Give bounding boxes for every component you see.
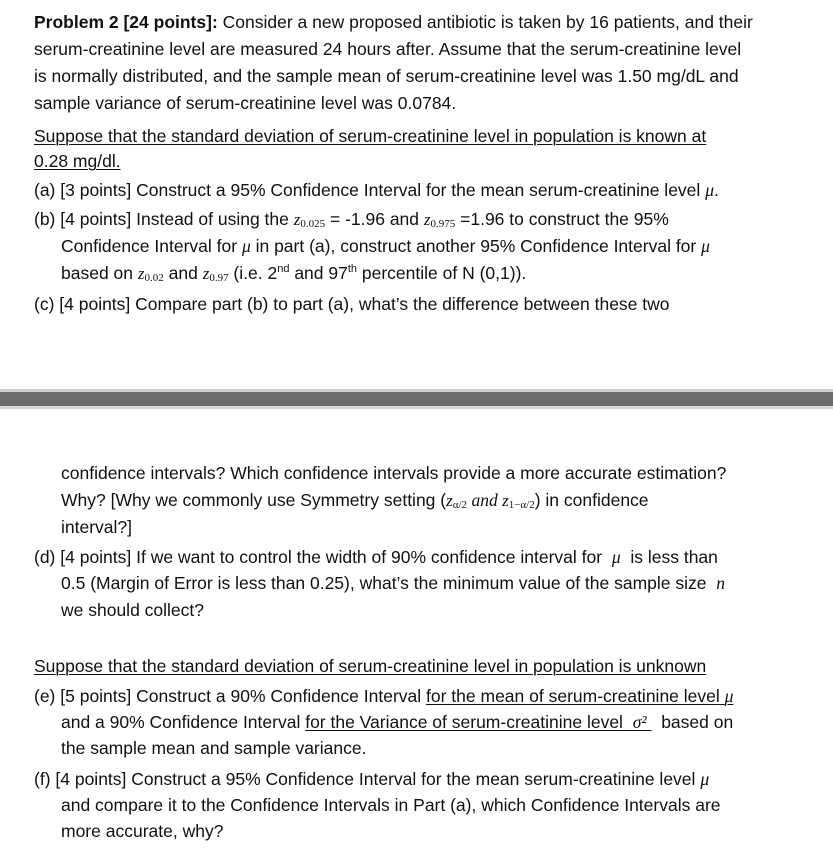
known-sd-line-2: 0.28 mg/dl. — [34, 151, 121, 171]
question-b-line-1: (b) [4 points] Instead of using the $z_{0.025} = -1.96$ and $z_{0.975} =1.96$ to construct the 95% — [34, 209, 669, 230]
question-e-line-1: (e) [5 points] Construct a 90% Confidence Interval for the mean of serum-creatinine level μ — [34, 686, 734, 706]
question-f-line-2: and compare it to the Confidence Intervals in Part (a), which Confidence Intervals are — [61, 795, 721, 815]
problem-heading: Problem 2 [24 points]: — [34, 12, 218, 32]
question-d-line-1: (d) [4 points] If we want to control the width of 90% confidence interval for μ is less than — [34, 547, 718, 567]
question-c-line-3: Why? [Why we commonly use Symmetry setting ($z_{\alpha/2}$ and $z_{1-\alpha/2}$) in confidence — [61, 490, 649, 511]
z-0025: $z_{0.025}$ — [293, 210, 326, 230]
question-d-line-3: we should collect? — [61, 600, 204, 620]
question-b-line-3: based on $z_{0.02}$ and $z_{0.97}$ (i.e. 2nd and 97th percentile of N (0,1)). — [61, 263, 527, 284]
intro-line-2: serum-creatinine level are measured 24 hours after. Assume that the serum-creatinine level — [34, 39, 742, 59]
z-097: $z_{0.97}$ — [202, 264, 229, 284]
intro-line-3: is normally distributed, and the sample mean of serum-creatinine level was 1.50 mg/dL and — [34, 66, 739, 86]
question-e-line-2: and a 90% Confidence Interval for the Variance of serum-creatinine level σ² based on — [61, 712, 734, 732]
intro-line-4: sample variance of serum-creatinine level was 0.0784. — [34, 93, 457, 113]
question-f-line-3: more accurate, why? — [61, 821, 224, 841]
page-break-divider — [0, 392, 833, 406]
problem-heading-line: Problem 2 [24 points]: Consider a new proposed antibiotic is taken by 16 patients, and their — [34, 12, 753, 32]
z-002: $z_{0.02}$ — [137, 264, 164, 284]
question-c-line-2: confidence intervals? Which confidence intervals provide a more accurate estimation? — [61, 463, 727, 483]
known-sd-line-1: Suppose that the standard deviation of serum-creatinine level in population is known at — [34, 126, 707, 146]
question-a: (a) [3 points] Construct a 95% Confidence Interval for the mean serum-creatinine level μ. — [34, 180, 719, 200]
question-b-line-2: Confidence Interval for μ in part (a), construct another 95% Confidence Interval for μ — [61, 236, 710, 256]
z-0975: $z_{0.975}$ — [423, 210, 456, 230]
question-e-line-3: the sample mean and sample variance. — [61, 738, 367, 758]
unknown-sd-line: Suppose that the standard deviation of serum-creatinine level in population is unknown — [34, 656, 707, 676]
question-c-line-4: interval?] — [61, 517, 133, 537]
question-c-line-1: (c) [4 points] Compare part (b) to part (a), what’s the difference between these two — [34, 294, 670, 314]
question-d-line-2: 0.5 (Margin of Error is less than 0.25), what’s the minimum value of the sample size n — [61, 573, 725, 593]
mu-symbol: μ — [705, 180, 714, 200]
question-f-line-1: (f) [4 points] Construct a 95% Confidence Interval for the mean serum-creatinine level μ — [34, 769, 710, 789]
